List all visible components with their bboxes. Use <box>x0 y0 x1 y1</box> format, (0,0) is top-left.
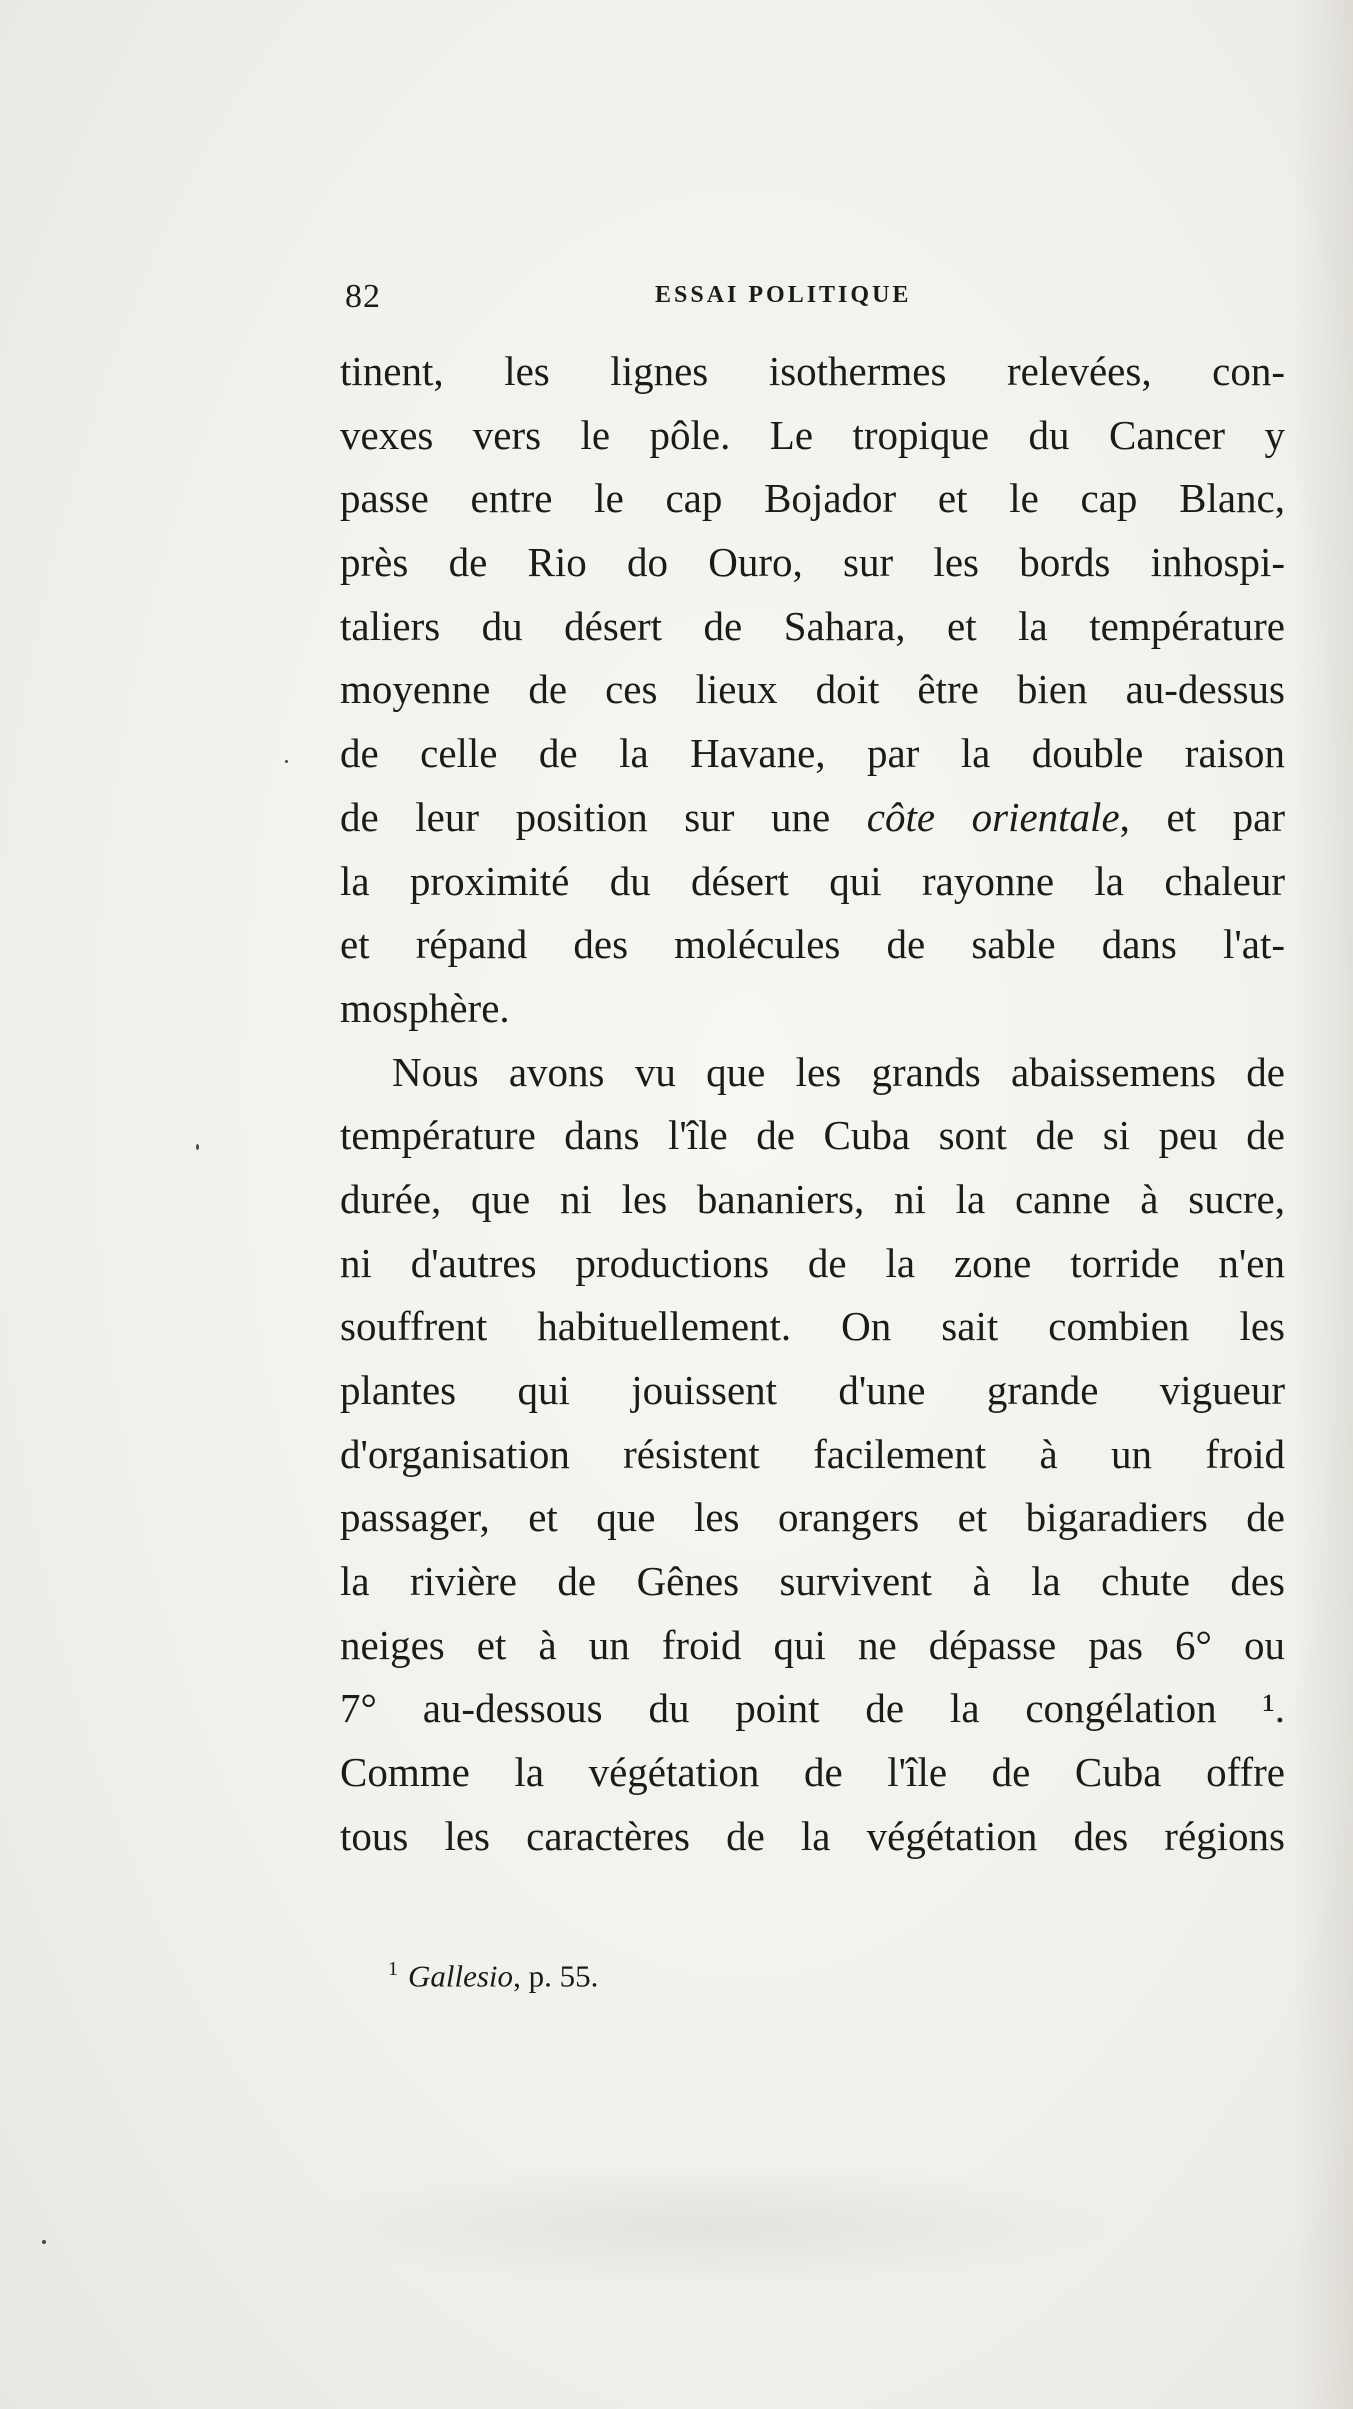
text-run: de leur position sur une <box>340 793 867 840</box>
text-line: tinent, les lignes isothermes relevées, con- <box>340 348 1285 394</box>
text-line: souffrent habituellement. On sait combien les <box>340 1303 1285 1350</box>
text-run: , et par <box>1119 793 1285 840</box>
text-line: vexes vers le pôle. Le tropique du Cancer y <box>340 411 1285 458</box>
paper-speck <box>196 1144 199 1150</box>
footnote-reference: , p. 55. <box>513 1958 599 1994</box>
text-line: durée, que ni les bananiers, ni la canne à sucre, <box>340 1175 1285 1222</box>
paper-speck <box>285 760 288 763</box>
text-line: mosphère. <box>340 984 510 1031</box>
text-line: la proximité du désert qui rayonne la chaleur <box>340 857 1285 904</box>
text-line: moyenne de ces lieux doit être bien au-dessus <box>340 666 1285 713</box>
text-line: taliers du désert de Sahara, et la température <box>340 602 1285 649</box>
footnote-marker: 1 <box>388 1958 398 1980</box>
text-line: d'organisation résistent facilement à un froid <box>340 1430 1285 1477</box>
text-line: la rivière de Gênes survivent à la chute des <box>340 1558 1285 1605</box>
paper-speck <box>42 2240 46 2244</box>
text-line: tous les caractères de la végétation des régions <box>340 1812 1285 1859</box>
text-line: et répand des molécules de sable dans l'at- <box>340 921 1285 968</box>
text-line: ni d'autres productions de la zone torride n'en <box>340 1239 1285 1286</box>
page-header <box>345 278 1275 328</box>
page-number: 82 <box>345 278 381 315</box>
text-line: 7° au-dessous du point de la congélation ¹. <box>340 1685 1285 1732</box>
bleed-through-smudge <box>300 2160 1120 2290</box>
text-line: température dans l'île de Cuba sont de si peu de <box>340 1112 1285 1159</box>
text-line: près de Rio do Ouro, sur les bords inhospi- <box>340 539 1285 586</box>
text-line-with-italic <box>340 786 1285 850</box>
body-text <box>340 340 1285 1869</box>
text-line: Nous avons vu que les grands abaissemens de <box>392 1048 1285 1095</box>
footnote <box>388 1958 598 1994</box>
text-line: passager, et que les orangers et bigaradiers de <box>340 1494 1285 1541</box>
page-edge-shadow <box>1293 0 1353 2409</box>
running-title: ESSAI POLITIQUE <box>655 282 912 308</box>
text-line: de celle de la Havane, par la double raison <box>340 730 1285 777</box>
text-line: plantes qui jouissent d'une grande vigueur <box>340 1367 1285 1413</box>
text-line: neiges et à un froid qui ne dépasse pas 6° ou <box>340 1621 1285 1668</box>
text-line: Comme la végétation de l'île de Cuba offre <box>340 1749 1285 1796</box>
text-line: passe entre le cap Bojador et le cap Blanc, <box>340 475 1285 522</box>
footnote-author: Gallesio <box>408 1958 514 1994</box>
italic-run: côte orientale <box>866 793 1120 840</box>
